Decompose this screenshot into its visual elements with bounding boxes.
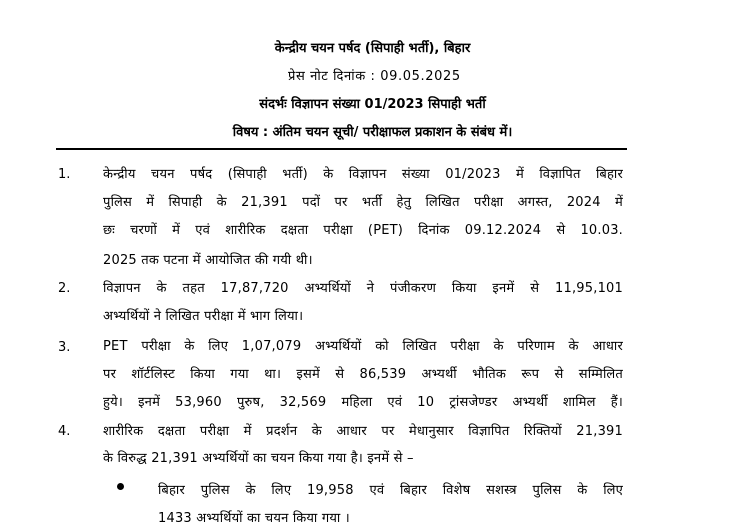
point-number: 4. (58, 424, 71, 439)
paragraph-line: PET परीक्षा के लिए 1,07,079 अभ्यर्थियों को लिखित परीक्षा के परिणाम के आधार (103, 339, 623, 354)
paragraph-line: अभ्यर्थियों ने लिखित परीक्षा में भाग लिया। (103, 309, 304, 324)
subject-line: विषय : अंतिम चयन सूची/ परीक्षाफल प्रकाशन के संबंध में। (232, 125, 513, 140)
point-number: 1. (58, 167, 71, 182)
bullet-line: बिहार पुलिस के लिए 19,958 एवं बिहार विशेष सशस्त्र पुलिस के लिए (158, 483, 623, 498)
paragraph-line: केन्द्रीय चयन पर्षद (सिपाही भर्ती) के विज्ञापन संख्या 01/2023 में विज्ञापित बिहार (103, 167, 623, 182)
reference-line: संदर्भः विज्ञापन संख्या 01/2023 सिपाही भर्ती (259, 97, 486, 112)
bullet-line: 1433 अभ्यर्थियों का चयन किया गया । (158, 511, 350, 526)
bullet-dot-icon (117, 483, 124, 490)
paragraph-line: के विरुद्ध 21,391 अभ्यर्थियों का चयन किया गया है। इनमें से – (103, 451, 414, 466)
point-number: 3. (58, 340, 71, 355)
header-divider (56, 148, 627, 150)
press-note-date: प्रेस नोट दिनांक : 09.05.2025 (288, 69, 461, 84)
paragraph-line: छः चरणों में एवं शारीरिक दक्षता परीक्षा (PET) दिनांक 09.12.2024 से 10.03. (103, 223, 623, 238)
document-title: केन्द्रीय चयन पर्षद (सिपाही भर्ती), बिहार (274, 41, 471, 56)
point-number: 2. (58, 281, 71, 296)
paragraph-line: 2025 तक पटना में आयोजित की गयी थी। (103, 253, 313, 268)
paragraph-line: पुलिस में सिपाही के 21,391 पदों पर भर्ती हेतु लिखित परीक्षा अगस्त, 2024 में (103, 195, 623, 210)
paragraph-line: विज्ञापन के तहत 17,87,720 अभ्यर्थियों ने पंजीकरण किया इनमें से 11,95,101 (103, 281, 623, 296)
paragraph-line: हुये। इनमें 53,960 पुरुष, 32,569 महिला एवं 10 ट्रांसजेण्डर अभ्यर्थी शामिल हैं। (103, 395, 623, 410)
paragraph-line: शारीरिक दक्षता परीक्षा में प्रदर्शन के आधार पर मेधानुसार विज्ञापित रिक्तियों 21,391 (103, 424, 623, 439)
paragraph-line: पर शॉर्टलिस्ट किया गया था। इसमें से 86,539 अभ्यर्थी भौतिक रूप से सम्मिलित (103, 367, 623, 382)
